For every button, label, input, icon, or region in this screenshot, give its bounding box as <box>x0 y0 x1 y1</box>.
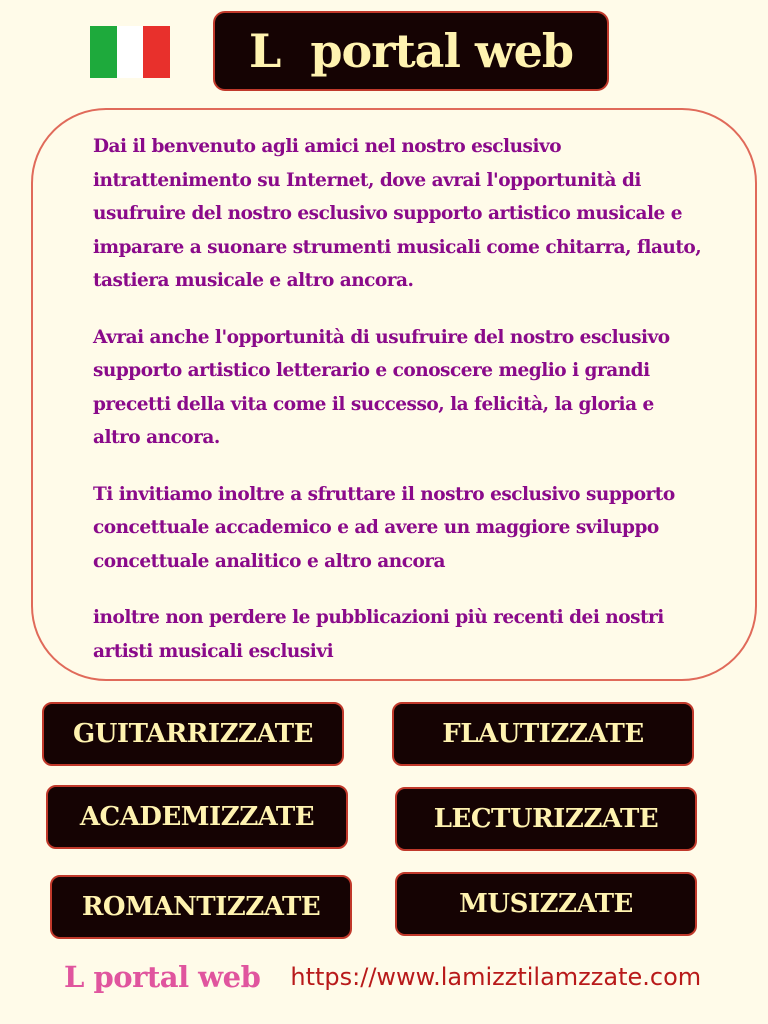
academizzate-label: ACADEMIZZATE <box>79 802 315 832</box>
guitarrizzate-label: GUITARRIZZATE <box>73 719 313 749</box>
lecturizzate-button[interactable] <box>395 787 697 851</box>
flautizzate-label: FLAUTIZZATE <box>442 719 644 749</box>
romantizzate-label: ROMANTIZZATE <box>81 892 321 922</box>
site-title: L portal web <box>248 24 574 78</box>
flag-green-stripe <box>90 26 117 78</box>
flautizzate-button[interactable] <box>392 702 694 766</box>
italian-flag-icon <box>90 26 170 78</box>
flag-white-stripe <box>117 26 144 78</box>
flag-red-stripe <box>143 26 170 78</box>
footer <box>64 955 701 999</box>
guitarrizzate-button[interactable] <box>42 702 344 766</box>
musizzate-label: MUSIZZATE <box>459 889 633 919</box>
intro-paragraph-2: Avrai anche l'opportunità di usufruire del nostro esclusivo supporto artistico letterario e conoscere meglio i grandi precetti della vita come il successo, la felicità, la gloria e altro ancora. <box>93 326 670 448</box>
lecturizzate-label: LECTURIZZATE <box>433 804 659 834</box>
footer-brand: L portal web <box>64 960 261 994</box>
site-title-banner <box>213 11 609 91</box>
footer-url-link[interactable]: https://www.lamizztilamzzate.com <box>290 963 702 991</box>
intro-panel <box>31 108 757 681</box>
academizzate-button[interactable] <box>46 785 348 849</box>
musizzate-button[interactable] <box>395 872 697 936</box>
intro-paragraph-1: Dai il benvenuto agli amici nel nostro esclusivo intrattenimento su Internet, dove avrai l'opportunità di usufruire del nostro esclusivo supporto artistico musicale e imparare a suonare strumenti musicali come chitarra, flauto, tastiera musicale e altro ancora. <box>93 136 702 291</box>
intro-paragraph-3: Ti invitiamo inoltre a sfruttare il nostro esclusivo supporto concettuale accademico e ad avere un maggiore sviluppo concettuale analitico e altro ancora <box>93 483 675 572</box>
intro-paragraph-4: inoltre non perdere le pubblicazioni più recenti dei nostri artisti musicali esclusivi <box>93 607 664 662</box>
romantizzate-button[interactable] <box>50 875 352 939</box>
